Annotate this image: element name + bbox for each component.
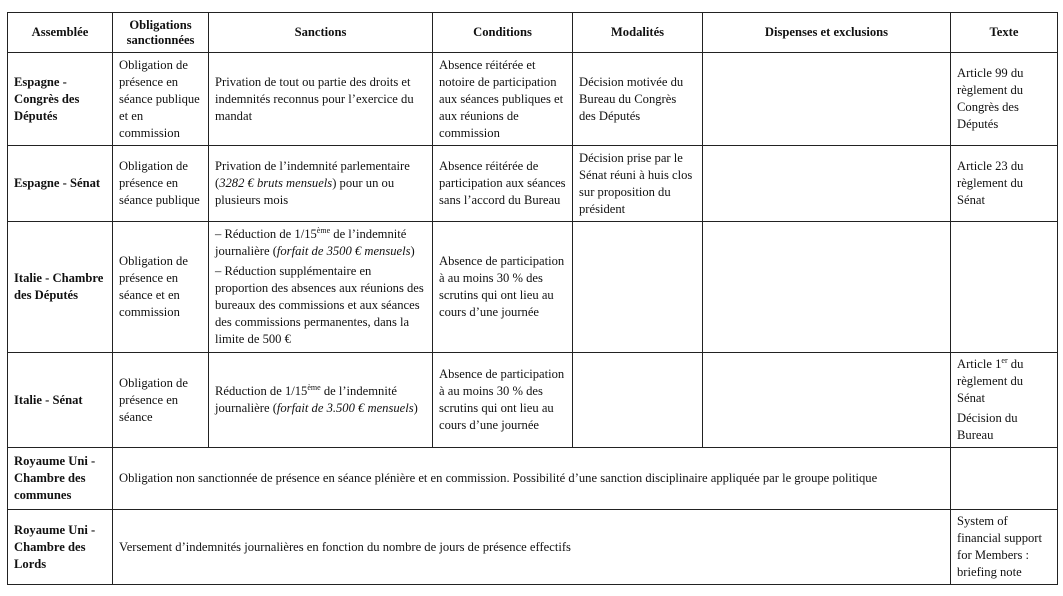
dispenses-cell <box>703 53 951 146</box>
superscript: ème <box>316 225 331 235</box>
header-assemblee: Assemblée <box>8 13 113 53</box>
texte-text: du règlement du Sénat <box>957 357 1024 405</box>
conditions-cell: Absence réitérée et notoire de participation aux séances publiques et aux réunions de commission <box>433 53 573 146</box>
superscript: ème <box>307 382 321 392</box>
texte-cell: Article 23 du règlement du Sénat <box>951 146 1058 222</box>
table-row <box>8 53 1058 146</box>
sanction-text: Réduction de 1/15 <box>215 384 308 398</box>
modalites-cell: Décision motivée du Bureau du Congrès des Députés <box>573 53 703 146</box>
modalites-cell: Décision prise par le Sénat réuni à huis clos sur proposition du président <box>573 146 703 222</box>
table-row <box>8 353 1058 448</box>
sanction-text: – Réduction de 1/15 <box>215 227 317 241</box>
texte-cell <box>951 222 1058 353</box>
obligation-cell: Obligation de présence en séance publique et en commission <box>113 53 209 146</box>
assembly-cell: Italie - Chambre des Députés <box>8 222 113 353</box>
modalites-cell <box>573 222 703 353</box>
sanction-amount: forfait de 3.500 € mensuels <box>276 401 414 415</box>
texte-text: Décision du Bureau <box>957 411 1018 442</box>
assembly-cell: Royaume Uni - Chambre des Lords <box>8 510 113 585</box>
header-texte: Texte <box>951 13 1058 53</box>
sanctions-amount: 3282 € bruts mensuels <box>219 176 333 190</box>
merged-cell: Obligation non sanctionnée de présence en séance plénière et en commission. Possibilité d’une sanction disciplinaire appliquée par le groupe politique <box>113 448 951 510</box>
sanction-item: – Réduction supplémentaire en proportion des absences aux réunions des bureaux des commissions et aux séances des commissions permanentes, dans la limite de 500 € <box>215 264 424 346</box>
table-row <box>8 448 1058 510</box>
header-modalites: Modalités <box>573 13 703 53</box>
assembly-cell: Italie - Sénat <box>8 353 113 448</box>
sanctions-cell: Privation de tout ou partie des droits et indemnités reconnus pour l’exercice du mandat <box>209 53 433 146</box>
merged-cell: Versement d’indemnités journalières en fonction du nombre de jours de présence effectifs <box>113 510 951 585</box>
table-row <box>8 146 1058 222</box>
sanctions-cell <box>209 146 433 222</box>
texte-cell <box>951 448 1058 510</box>
modalites-cell <box>573 353 703 448</box>
sanctions-text: ) pour un ou plusieurs mois <box>215 176 395 207</box>
sanctions-text: Privation de l’indemnité parlementaire ( <box>215 159 410 190</box>
header-sanctions: Sanctions <box>209 13 433 53</box>
attendance-sanctions-table <box>7 12 1058 585</box>
sanctions-cell <box>209 222 433 353</box>
table-row <box>8 222 1058 353</box>
dispenses-cell <box>703 353 951 448</box>
table-row <box>8 510 1058 585</box>
sanction-text: ) <box>413 401 418 415</box>
assembly-cell: Espagne - Sénat <box>8 146 113 222</box>
assembly-cell: Espagne - Congrès des Députés <box>8 53 113 146</box>
header-dispenses: Dispenses et exclusions <box>703 13 951 53</box>
obligation-cell: Obligation de présence en séance et en commission <box>113 222 209 353</box>
sanction-text: ) <box>410 244 415 258</box>
texte-cell: System of financial support for Members : briefing note <box>951 510 1058 585</box>
texte-cell <box>951 353 1058 448</box>
conditions-cell: Absence de participation à au moins 30 % des scrutins qui ont lieu au cours d’une journée <box>433 353 573 448</box>
sanction-text: de l’indemnité journalière ( <box>215 384 397 415</box>
obligation-cell: Obligation de présence en séance publique <box>113 146 209 222</box>
header-conditions: Conditions <box>433 13 573 53</box>
dispenses-cell <box>703 146 951 222</box>
sanctions-cell <box>209 353 433 448</box>
texte-cell: Article 99 du règlement du Congrès des Députés <box>951 53 1058 146</box>
sanction-text: de l’indemnité journalière ( <box>215 227 407 258</box>
sanction-item <box>215 227 415 258</box>
obligation-cell: Obligation de présence en séance <box>113 353 209 448</box>
conditions-cell: Absence de participation à au moins 30 % des scrutins qui ont lieu au cours d’une journée <box>433 222 573 353</box>
assembly-cell: Royaume Uni - Chambre des communes <box>8 448 113 510</box>
conditions-cell: Absence réitérée de participation aux séances sans l’accord du Bureau <box>433 146 573 222</box>
header-row <box>8 13 1058 53</box>
sanction-amount: forfait de 3500 € mensuels <box>276 244 411 258</box>
texte-text: Article 1 <box>957 357 1002 371</box>
dispenses-cell <box>703 222 951 353</box>
superscript: er <box>1001 355 1008 365</box>
header-obligations: Obligations sanctionnées <box>113 13 209 53</box>
